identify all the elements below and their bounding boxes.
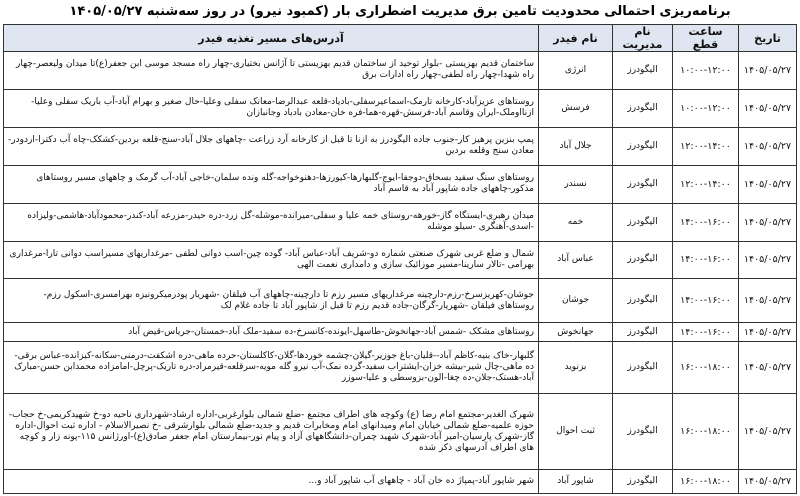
cell-feeder: انرژی bbox=[539, 52, 613, 90]
cell-date: ۱۴۰۵/۰۵/۲۷ bbox=[739, 52, 797, 90]
header-address: آدرس‌های مسیر تغذیه فیدر bbox=[4, 25, 539, 52]
cell-date: ۱۴۰۵/۰۵/۲۷ bbox=[739, 165, 797, 203]
cell-address: پمپ بنزین پرهیز کار-جنوب جاده الیگودرز به ازنا تا قبل از کارخانه آرد زراعت -چاههای جلال آباد-سنج-قلعه بردین-کشکک-چاه آب دکترا-اردودر-معادن سنج وقلعه بردین bbox=[4, 127, 539, 165]
cell-date: ۱۴۰۵/۰۵/۲۷ bbox=[739, 127, 797, 165]
header-feeder: نام فیدر bbox=[539, 25, 613, 52]
cell-date: ۱۴۰۵/۰۵/۲۷ bbox=[739, 394, 797, 470]
cell-time: ۱۴:۰۰-۱۶:۰۰ bbox=[673, 322, 739, 342]
cell-address: جوشان-کهریزسرخ-رزم-دارچینه مرغداریهای مسیر رزم تا دارچینه-چاههای آب فیلقان -شهریار پودرمیکرونیزه بهرامسری-اسکول رزم-روستاهای فیلقان -شهریار-گرگان-جاده قدیم رزم تا قبل از شاپور آباد تا جاده غلام لک bbox=[4, 279, 539, 322]
cell-management: الیگودرز bbox=[613, 89, 673, 127]
cell-feeder: جهانخوش bbox=[539, 322, 613, 342]
cell-address: روستاهای مشکک -شمس آباد-جهانخوش-طاسهل-ایونده-کانسرخ-ده سفید-ملک آباد-خمستان-جریاس-قیض آباد bbox=[4, 322, 539, 342]
header-date: تاریخ bbox=[739, 25, 797, 52]
cell-address: گلبهار-خاک بنیه-کاظم آباد--قلیان-باغ جوزیر-گیلان-چشمه خوردها-گلان-کاکلستان-حرده ماهی-دره اشکفت-درمنی-سکانه-کیزانده-عباس برقی-ده ماهی-چال شیر-بیشه خزان-ایشتراب سفید-گرده نمک-آب نیرو گله مویه-سرقلعه-قیرمراد-دره تاریک-پرچل-امامزاده محمدابن حسن-مبارک آباد-هستک-جلان-ده چغا-الون-بزوسطی و علیا-سوزر bbox=[4, 342, 539, 394]
cell-time: ۱۴:۰۰-۱۶:۰۰ bbox=[673, 279, 739, 322]
cell-management: الیگودرز bbox=[613, 394, 673, 470]
header-time: ساعت قطع bbox=[673, 25, 739, 52]
cell-management: الیگودرز bbox=[613, 342, 673, 394]
cell-feeder: بزنوید bbox=[539, 342, 613, 394]
cell-feeder: فرسش bbox=[539, 89, 613, 127]
cell-management: الیگودرز bbox=[613, 165, 673, 203]
cell-time: ۱۴:۰۰-۱۶:۰۰ bbox=[673, 203, 739, 241]
cell-address: شهر شاپور آباد-پمپاژ ده خان آباد - چاههای آب شاپور آباد و... bbox=[4, 470, 539, 494]
cell-time: ۱۴:۰۰-۱۶:۰۰ bbox=[673, 241, 739, 279]
cell-time: ۱۶:۰۰-۱۸:۰۰ bbox=[673, 470, 739, 494]
table-row bbox=[4, 127, 797, 165]
table-row bbox=[4, 279, 797, 322]
cell-feeder: ثبت احوال bbox=[539, 394, 613, 470]
cell-management: الیگودرز bbox=[613, 127, 673, 165]
cell-address: میدان رهبری-ایستگاه گاز-خورهه-روستای خمه علیا و سفلی-میرانده-موشله-گل زرد-دره حیدر-مزرعه آباد-کندر-محمودآباد-هاشمی-ولیزاده -اسدی-آهنگری -سیلو موشله bbox=[4, 203, 539, 241]
cell-date: ۱۴۰۵/۰۵/۲۷ bbox=[739, 241, 797, 279]
cell-time: ۱۲:۰۰-۱۴:۰۰ bbox=[673, 165, 739, 203]
header-management: نام مدیریت bbox=[613, 25, 673, 52]
table-row bbox=[4, 203, 797, 241]
table-row bbox=[4, 89, 797, 127]
table-header-row bbox=[4, 25, 797, 52]
table-row bbox=[4, 52, 797, 90]
table-row bbox=[4, 470, 797, 494]
cell-time: ۱۶:۰۰-۱۸:۰۰ bbox=[673, 394, 739, 470]
cell-address: روستاهای عزیزآباد-کارخانه تارمک-اسماعیرسفلی-بادیاد-قلعه عبدالرضا-معانک سفلی وعلیا-حال صغیر و بهرام آباد-آب باریک سفلی وعلیا-ازنااوملک-ایران وقاسم آباد-فرسش-قهره-هما-فره خان-معادن بادیاد وجانبازان bbox=[4, 89, 539, 127]
cell-address: ساختمان قدیم بهزیستی -بلوار توحید از ساختمان قدیم بهزیستی تا آژانس بختیاری-چهار راه مسجد موسی ابن جعفر(ع)تا میدان ولیعصر-چهار راه شهدا-چهار راه لطفی-چهار راه ادارات برق bbox=[4, 52, 539, 90]
cell-feeder: عباس آباد bbox=[539, 241, 613, 279]
table-row bbox=[4, 165, 797, 203]
document-title: برنامه‌ریزی احتمالی محدودیت تامین برق مدیریت اضطراری بار (کمبود نیرو) در روز سه‌شنبه ۱۴۰۵/۰۵/۲۷ bbox=[69, 4, 731, 19]
cell-management: الیگودرز bbox=[613, 470, 673, 494]
cell-management: الیگودرز bbox=[613, 52, 673, 90]
cell-time: ۱۶:۰۰-۱۸:۰۰ bbox=[673, 342, 739, 394]
cell-date: ۱۴۰۵/۰۵/۲۷ bbox=[739, 470, 797, 494]
cell-date: ۱۴۰۵/۰۵/۲۷ bbox=[739, 322, 797, 342]
table-row bbox=[4, 394, 797, 470]
cell-date: ۱۴۰۵/۰۵/۲۷ bbox=[739, 342, 797, 394]
cell-feeder: جوشان bbox=[539, 279, 613, 322]
cell-time: ۱۰:۰۰-۱۲:۰۰ bbox=[673, 89, 739, 127]
cell-date: ۱۴۰۵/۰۵/۲۷ bbox=[739, 279, 797, 322]
cell-address: شهرک الغدیر-مجتمع امام رضا (ع) وکوچه های اطراف مجتمع -ضلع شمالی بلوارغربی-اداره ارشاد-شهرداری ناحیه دو-خ شهیدکریمی-خ حجاب-حوزه علمیه-ضلع شمالی خیابان امام ومیدانهای امام ومخابرات قدیم و جدید-ضلع شمالی بلوارشرقی -خ نصیرالاسلام - اداره ثبت احوال-اداره گاز-شهرک پارسیان-امیر آباد-شهرک شهید چمران-دانشگاههای آزاد و پیام نور-بیمارستان امام جعفر صادق(ع)-اورژانس ۱۱۵-پونه زار و کوچه های اطراف آدرسهای ذکر شده bbox=[4, 394, 539, 470]
cell-date: ۱۴۰۵/۰۵/۲۷ bbox=[739, 203, 797, 241]
table-row bbox=[4, 322, 797, 342]
cell-address: شمال و ضلع غربی شهرک صنعتی شماره دو-شریف آباد-عباس آباد- گوده چین-اسب دوانی لطفی -مرغداریهای مسیراسب دوانی تارا-مرغداری بهرامی -تالار سارینا-مسیر موزائیک سازی و دامداری نعمت الهی bbox=[4, 241, 539, 279]
cell-time: ۱۲:۰۰-۱۴:۰۰ bbox=[673, 127, 739, 165]
cell-feeder: شاپور آباد bbox=[539, 470, 613, 494]
cell-management: الیگودرز bbox=[613, 241, 673, 279]
cell-address: روستاهای سنگ سفید بسحاق-دوجفا-ایوج-گلبهارها-کیورزها-دهنوخواجه-گله ونده سلمان-خاجی آباد-آب گرمک و چاههای مسیر روستاهای مذکور-چاههای جاده شاپور آباد به قاسم آباد bbox=[4, 165, 539, 203]
outage-table bbox=[3, 24, 797, 494]
cell-management: الیگودرز bbox=[613, 279, 673, 322]
cell-feeder: جلال آباد bbox=[539, 127, 613, 165]
cell-time: ۱۰:۰۰-۱۲:۰۰ bbox=[673, 52, 739, 90]
cell-feeder: نسندر bbox=[539, 165, 613, 203]
cell-management: الیگودرز bbox=[613, 203, 673, 241]
cell-feeder: خمه bbox=[539, 203, 613, 241]
cell-management: الیگودرز bbox=[613, 322, 673, 342]
cell-date: ۱۴۰۵/۰۵/۲۷ bbox=[739, 89, 797, 127]
table-row bbox=[4, 241, 797, 279]
table-row bbox=[4, 342, 797, 394]
